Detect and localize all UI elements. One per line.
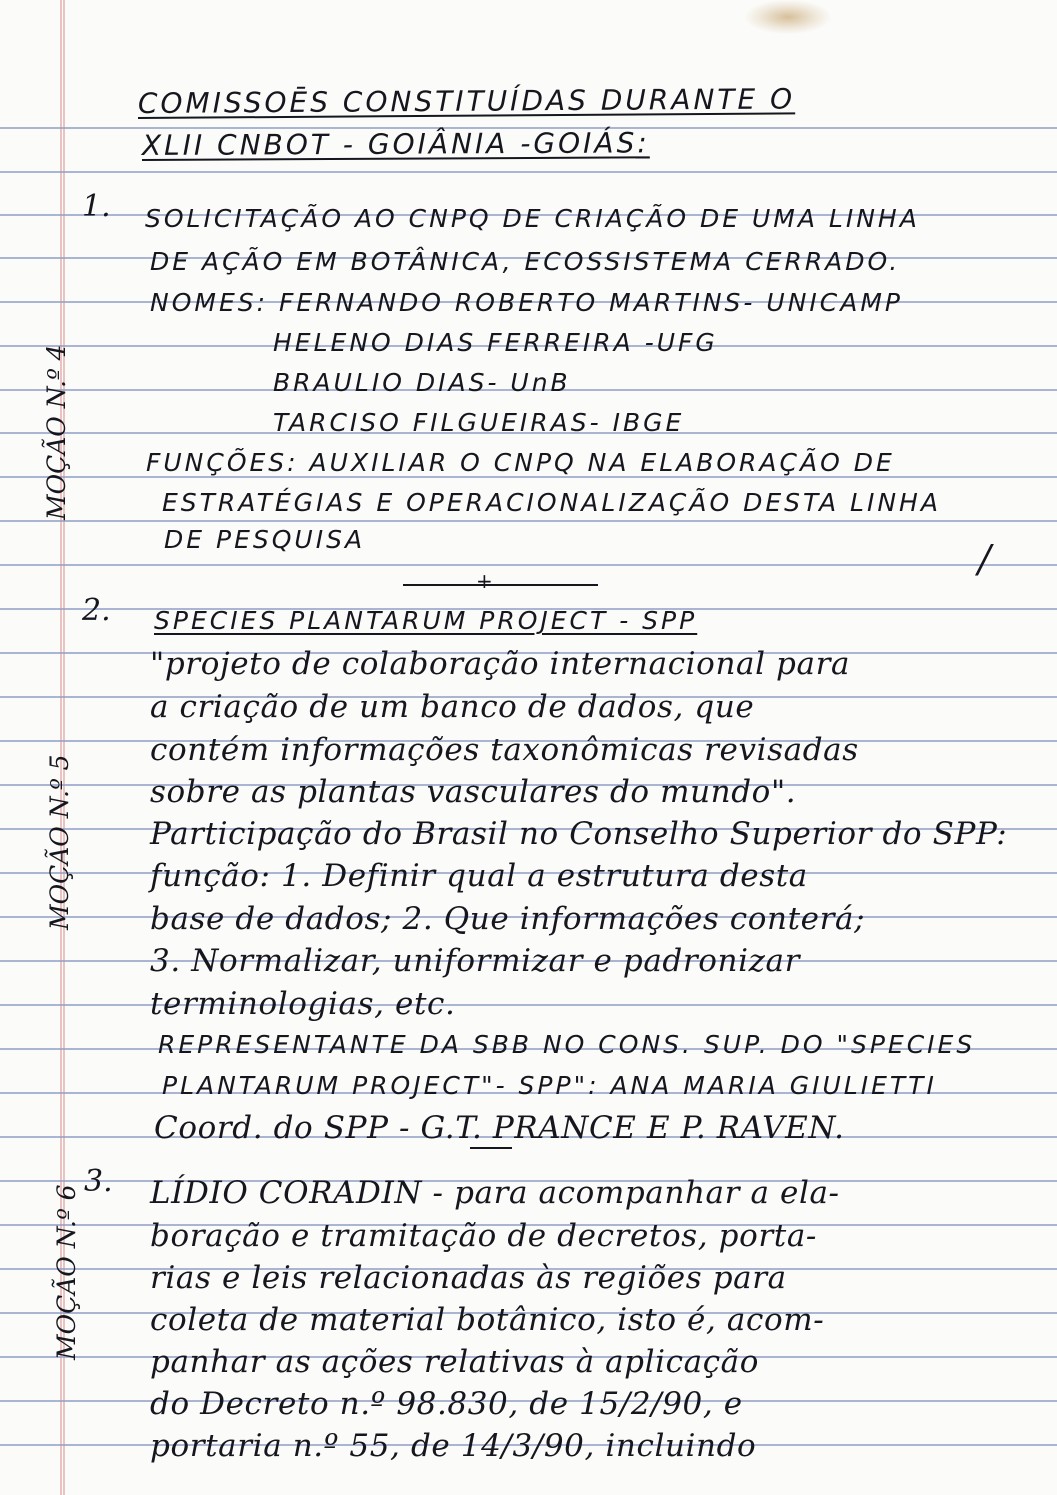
item-3-number: 3. bbox=[84, 1164, 113, 1199]
item-2-line-9: 3. Normalizar, uniformizar e padronizar bbox=[150, 943, 801, 979]
item-2-line-13: Coord. do SPP - G.T. PRANCE E P. RAVEN. bbox=[154, 1110, 845, 1146]
item-1-line-1: SOLICITAÇÃO AO CNPQ DE CRIAÇÃO DE UMA LINHA bbox=[145, 204, 920, 233]
item-1-line-5: BRAULIO DIAS- UnB bbox=[273, 368, 571, 397]
item-3-line-5: panhar as ações relativas à aplicação bbox=[150, 1344, 760, 1380]
item-1-line-2: DE AÇÃO EM BOTÂNICA, ECOSSISTEMA CERRADO. bbox=[150, 247, 901, 276]
item-3-line-3: rias e leis relacionadas às regiões para bbox=[150, 1260, 787, 1296]
check-mark: / bbox=[978, 537, 991, 581]
item-1-line-4: HELENO DIAS FERREIRA -UFG bbox=[273, 328, 718, 357]
item-2-line-10: terminologias, etc. bbox=[150, 986, 456, 1022]
section-separator-2 bbox=[470, 1147, 512, 1149]
item-2-line-8: base de dados; 2. Que informações conterá; bbox=[150, 901, 866, 937]
item-1-line-6: TARCISO FILGUEIRAS- IBGE bbox=[273, 408, 685, 437]
item-1-line-3: NOMES: FERNANDO ROBERTO MARTINS- UNICAMP bbox=[150, 288, 903, 317]
item-3-line-1: LÍDIO CORADIN - para acompanhar a ela- bbox=[150, 1175, 840, 1211]
item-2-line-2: "projeto de colaboração internacional para bbox=[150, 646, 851, 682]
item-2-motion-note: MOÇÃO N.º 5 bbox=[45, 754, 74, 930]
item-1-line-7: FUNÇÕES: AUXILIAR O CNPQ NA ELABORAÇÃO DE bbox=[146, 448, 895, 477]
item-2-line-6: Participação do Brasil no Conselho Superior do SPP: bbox=[150, 816, 1008, 852]
item-1-line-9: DE PESQUISA bbox=[164, 525, 366, 554]
separator-plus: + bbox=[476, 569, 493, 593]
document-title-line-2: XLII CNBOT - GOIÂNIA -GOIÁS: bbox=[141, 126, 650, 162]
ruled-line bbox=[0, 520, 1057, 522]
item-2-line-5: sobre as plantas vasculares do mundo". bbox=[150, 774, 797, 810]
item-1-motion-note: MOÇÃO N.º 4 bbox=[42, 344, 71, 520]
item-2-number: 2. bbox=[82, 593, 111, 628]
document-title-line-1: COMISSOĒS CONSTITUÍDAS DURANTE O bbox=[137, 82, 796, 120]
ruled-line bbox=[0, 564, 1057, 566]
item-2-line-1: SPECIES PLANTARUM PROJECT - SPP bbox=[154, 606, 698, 635]
item-3-line-4: coleta de material botânico, isto é, acom- bbox=[150, 1302, 825, 1338]
item-3-motion-note: MOÇÃO N.º 6 bbox=[52, 1184, 81, 1360]
item-3-line-6: do Decreto n.º 98.830, de 15/2/90, e bbox=[150, 1386, 743, 1422]
section-separator bbox=[403, 584, 598, 586]
item-2-line-4: contém informações taxonômicas revisadas bbox=[150, 732, 859, 768]
item-3-line-2: boração e tramitação de decretos, porta- bbox=[150, 1218, 817, 1254]
ruled-line bbox=[0, 171, 1057, 173]
item-2-line-7: função: 1. Definir qual a estrutura desta bbox=[150, 858, 808, 894]
item-1-number: 1. bbox=[82, 189, 111, 224]
item-2-line-3: a criação de um banco de dados, que bbox=[150, 689, 755, 725]
item-1-line-8: ESTRATÉGIAS E OPERACIONALIZAÇÃO DESTA LINHA bbox=[162, 488, 941, 517]
paper-stain bbox=[745, 0, 831, 34]
item-3-line-7: portaria n.º 55, de 14/3/90, incluindo bbox=[150, 1428, 757, 1464]
item-2-line-12: PLANTARUM PROJECT"- SPP": ANA MARIA GIULIETTI bbox=[162, 1071, 937, 1100]
item-2-line-11: REPRESENTANTE DA SBB NO CONS. SUP. DO "SPECIES bbox=[158, 1030, 976, 1059]
